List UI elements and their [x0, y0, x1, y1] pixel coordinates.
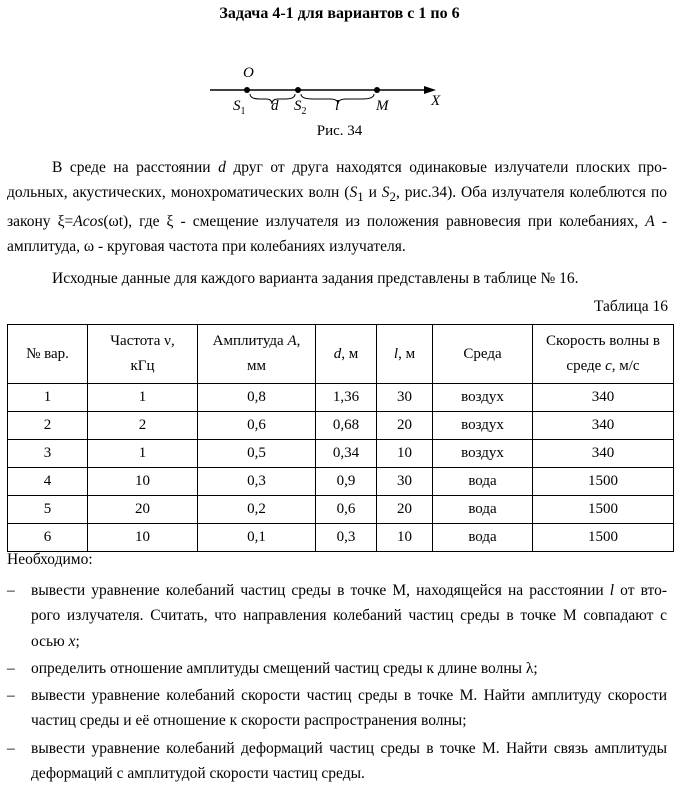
- table-cell: воздух: [433, 412, 533, 440]
- figure-caption: Рис. 34: [316, 123, 363, 139]
- table-row: [8, 496, 674, 524]
- table-cell: 0,34: [316, 440, 377, 468]
- dash-marker: –: [7, 687, 15, 705]
- problem-text: В среде на расстоянии d друг от друга находятся одинаковые излучатели плоских про-дольных, акустических, монохроматических волн ($S_1$ и $S_2$, рис.34). Оба излучателя колеблются по закону ξ=Acos(ωt), где ξ - смещение излучателя из положения равновесия при колебаниях, A - амплитуда, ω - круговая частота при колебаниях излучателя.: [7, 159, 668, 256]
- list-item: – определить отношение амплитуды смещений частиц среды к длине волны λ;: [7, 656, 667, 681]
- table-cell: 0,5: [198, 440, 316, 468]
- header-l: l, м: [377, 325, 433, 384]
- table-cell: 20: [377, 412, 433, 440]
- table-cell: воздух: [433, 384, 533, 412]
- list-item: – вывести уравнение колебаний частиц среды в точке М, находящейся на расстоянии l от вто-рого излучателя. Считать, что направления колебаний частиц среды в точке М совпадают с осью x;: [7, 578, 667, 654]
- table-cell: 0,3: [198, 468, 316, 496]
- data-table: [7, 324, 674, 552]
- label-o: O: [243, 65, 254, 81]
- requirements-list: [7, 578, 667, 788]
- table-cell: 20: [377, 496, 433, 524]
- table-cell: 3: [8, 440, 88, 468]
- table-cell: 0,6: [316, 496, 377, 524]
- header-amplitude: Амплитуда A, мм: [198, 325, 316, 384]
- table-cell: 0,9: [316, 468, 377, 496]
- header-variant: № вар.: [8, 325, 88, 384]
- table-cell: 20: [88, 496, 198, 524]
- header-frequency: Частота ν, кГц: [88, 325, 198, 384]
- dash-marker: –: [7, 582, 15, 599]
- table-cell: 10: [88, 524, 198, 552]
- dash-marker: –: [7, 659, 15, 677]
- table-cell: 10: [88, 468, 198, 496]
- point-s1: [244, 87, 250, 93]
- table-cell: 340: [533, 412, 674, 440]
- table-cell: 0,6: [198, 412, 316, 440]
- requirements-heading: Необходимо:: [7, 551, 93, 568]
- table-cell: 10: [377, 440, 433, 468]
- table-caption: Таблица 16: [593, 298, 668, 315]
- label-s2: $S_2$: [294, 98, 307, 117]
- table-cell: 1500: [533, 496, 674, 524]
- table-cell: 1: [88, 440, 198, 468]
- table-cell: 340: [533, 440, 674, 468]
- dash-marker: –: [7, 739, 15, 757]
- table-header-row: [8, 325, 674, 384]
- task-title: Задача 4-1 для вариантов с 1 по 6: [219, 5, 460, 22]
- label-x: X: [431, 93, 441, 109]
- point-m: [374, 87, 380, 93]
- table-row: [8, 412, 674, 440]
- table-cell: 0,2: [198, 496, 316, 524]
- table-cell: вода: [433, 524, 533, 552]
- table-cell: воздух: [433, 440, 533, 468]
- header-medium: Среда: [433, 325, 533, 384]
- table-cell: 0,3: [316, 524, 377, 552]
- table-row: [8, 384, 674, 412]
- label-l: l: [335, 98, 340, 114]
- table-cell: 5: [8, 496, 88, 524]
- table-row: [8, 524, 674, 552]
- table-row: [8, 468, 674, 496]
- table-cell: вода: [433, 468, 533, 496]
- table-cell: 30: [377, 384, 433, 412]
- table-row: [8, 440, 674, 468]
- table-cell: 1,36: [316, 384, 377, 412]
- table-cell: 0,1: [198, 524, 316, 552]
- table-cell: 6: [8, 524, 88, 552]
- table-cell: 4: [8, 468, 88, 496]
- label-d: d: [271, 98, 279, 114]
- table-cell: 30: [377, 468, 433, 496]
- list-item: – вывести уравнение колебаний деформаций частиц среды в точке М. Найти связь амплитуды деформаций с амплитудой скорости частиц среды.: [7, 736, 667, 787]
- table-cell: 1500: [533, 468, 674, 496]
- table-cell: 2: [88, 412, 198, 440]
- table-cell: вода: [433, 496, 533, 524]
- header-d: d, м: [316, 325, 377, 384]
- table-cell: 1: [88, 384, 198, 412]
- label-s1: $S_1$: [233, 98, 246, 117]
- table-cell: 10: [377, 524, 433, 552]
- table-intro: Исходные данные для каждого варианта задания представлены в таблице № 16.: [52, 270, 579, 287]
- table-cell: 0,68: [316, 412, 377, 440]
- header-speed: Скорость волны в среде c, м/с: [533, 325, 674, 384]
- table-cell: 0,8: [198, 384, 316, 412]
- label-m: M: [376, 98, 389, 114]
- point-s2: [295, 87, 301, 93]
- table-cell: 1: [8, 384, 88, 412]
- list-item: – вывести уравнение колебаний скорости частиц среды в точке М. Найти амплитуду скорости частиц среды и её отношение к скорости распространения волны;: [7, 683, 667, 734]
- table-cell: 1500: [533, 524, 674, 552]
- table-cell: 2: [8, 412, 88, 440]
- table-cell: 340: [533, 384, 674, 412]
